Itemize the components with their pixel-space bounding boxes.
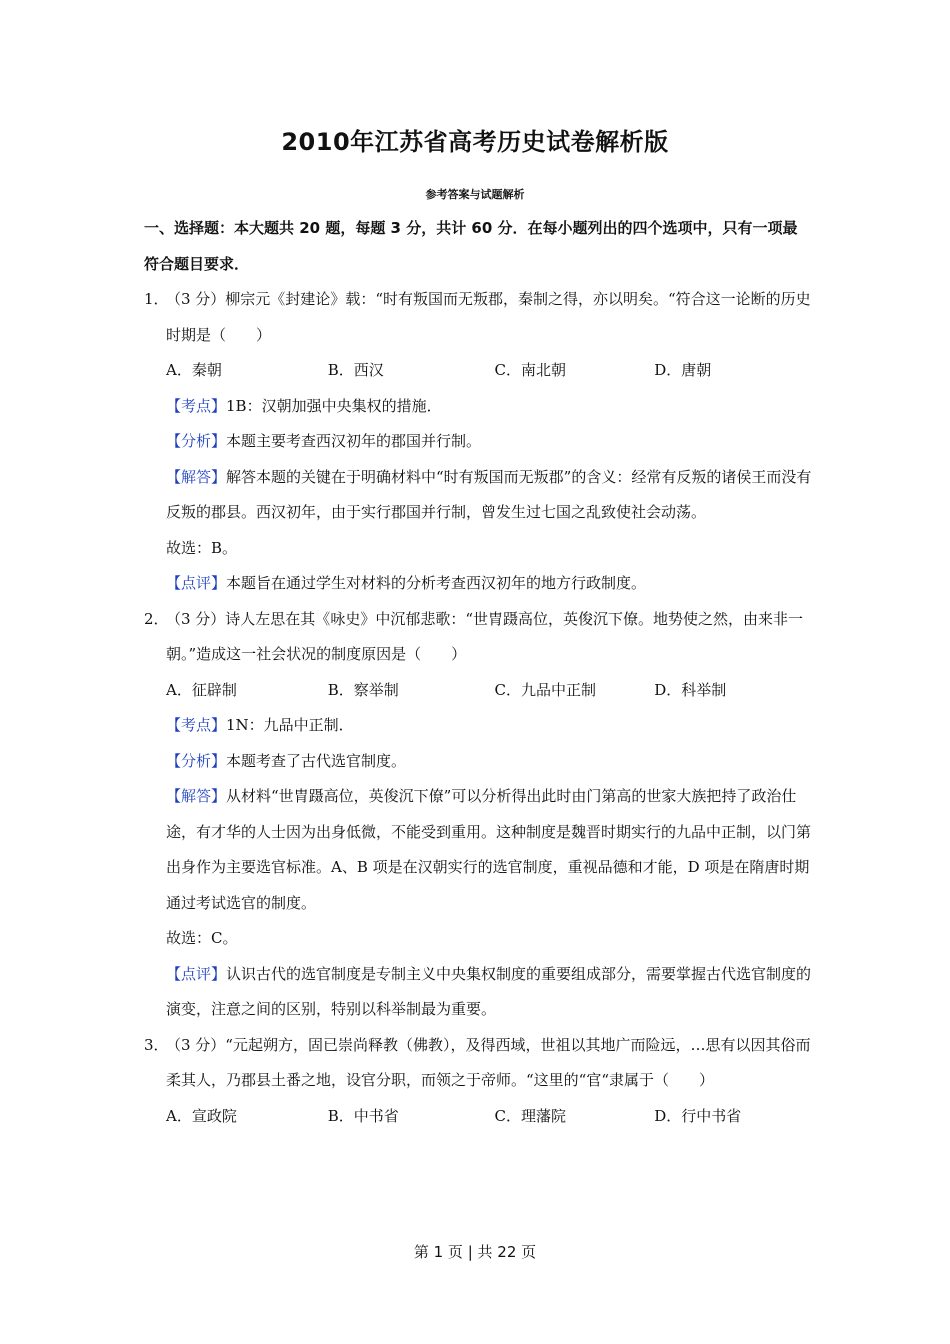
document-title: 2010年江苏省高考历史试卷解析版 (281, 128, 669, 156)
kaodian-line (144, 708, 816, 744)
question-stem (144, 1028, 816, 1099)
kaodian-line (144, 389, 816, 425)
dianping-line (144, 566, 816, 602)
kaodian-tag: 【考点】 (166, 396, 227, 415)
option-b: B．西汉 (327, 361, 384, 379)
jieda-text: 从材料“世胄蹑高位，英俊沉下僚”可以分析得出此时由门第高的世家大族把持了政治仕途，有才华的人士因为出身低微，不能受到重用。这种制度是魏晋时期实行的九品中正制，以门第出身作为主要选官标准。A、B 项是在汉朝实行的选官制度，重视品德和才能，D 项是在隋唐时期通过考试选官的制度。 (166, 787, 812, 912)
question-1 (144, 282, 816, 602)
question-stem (144, 602, 816, 673)
dianping-tag: 【点评】 (166, 964, 227, 983)
kaodian-text: 1N：九品中正制． (226, 716, 354, 734)
document-subtitle: 参考答案与试题解析 (425, 188, 525, 201)
question-number: 1． (144, 290, 169, 308)
question-text: （3 分）柳宗元《封建论》载：“时有叛国而无叛郡，秦制之得，亦以明矣。“符合这一论断的历史时期是（ ） (166, 290, 811, 344)
kaodian-tag: 【考点】 (166, 716, 227, 734)
jieda-line (144, 779, 816, 921)
question-2 (144, 602, 816, 1028)
option-c: C．南北朝 (494, 361, 566, 379)
question-number: 3． (144, 1035, 169, 1054)
jieda-line (144, 460, 816, 531)
option-a: A．宣政院 (166, 1106, 237, 1125)
jieda-tag: 【解答】 (166, 787, 227, 805)
option-b: B．察举制 (327, 680, 399, 699)
fenxi-text: 本题主要考查西汉初年的郡国并行制。 (226, 432, 482, 450)
option-d: D．行中书省 (654, 1106, 742, 1125)
option-row (144, 673, 816, 709)
fenxi-tag: 【分析】 (166, 751, 227, 770)
option-a: A．征辟制 (166, 680, 237, 699)
fenxi-text: 本题考查了古代选官制度。 (226, 751, 407, 770)
fenxi-line (144, 424, 816, 460)
option-c: C．九品中正制 (494, 680, 596, 699)
section-heading: 一、选择题：本大题共 20 题，每题 3 分，共计 60 分．在每小题列出的四个选项中，只有一项最符合题目要求． (144, 219, 798, 273)
question-text: （3 分）“元起朔方，固已崇尚释教（佛教），及得西域，世祖以其地广而险远，…思有以因其俗而柔其人，乃郡县土番之地，设官分职，而领之于帝师。“这里的“官“隶属于（ ） (166, 1035, 811, 1089)
dianping-tag: 【点评】 (166, 574, 227, 592)
jieda-tag: 【解答】 (166, 467, 227, 486)
question-number: 2． (144, 609, 169, 628)
dianping-line (144, 957, 816, 1028)
fenxi-tag: 【分析】 (166, 432, 227, 450)
option-b: B．中书省 (327, 1106, 399, 1125)
dianping-text: 认识古代的选官制度是专制主义中央集权制度的重要组成部分，需要掌握古代选官制度的演变，注意之间的区别，特别以科举制最为重要。 (166, 964, 812, 1018)
questions-content (144, 282, 816, 1134)
option-c: C．理藩院 (494, 1106, 566, 1125)
option-d: D．科举制 (654, 680, 727, 699)
page-footer: 第 1 页 | 共 22 页 (413, 1243, 537, 1261)
option-row (144, 353, 816, 389)
jieda-text: 解答本题的关键在于明确材料中“时有叛国而无叛郡”的含义：经常有反叛的诸侯王而没有反叛的郡县。西汉初年，由于实行郡国并行制，曾发生过七国之乱致使社会动荡。 (166, 467, 812, 521)
question-text: （3 分）诗人左思在其《咏史》中沉郁悲歌：“世胄蹑高位，英俊沉下僚。地势使之然，由来非一朝。”造成这一社会状况的制度原因是（ ） (166, 609, 803, 663)
answer-line: 故选：B。 (166, 538, 238, 557)
option-d: D．唐朝 (654, 361, 712, 379)
question-stem (144, 282, 816, 353)
question-3 (144, 1028, 816, 1135)
kaodian-text: 1B：汉朝加强中央集权的措施． (226, 396, 442, 415)
option-row (144, 1099, 816, 1135)
fenxi-line (144, 744, 816, 780)
option-a: A．秦朝 (166, 361, 222, 379)
answer-line: 故选：C。 (166, 929, 238, 947)
dianping-text: 本题旨在通过学生对材料的分析考查西汉初年的地方行政制度。 (226, 574, 647, 592)
